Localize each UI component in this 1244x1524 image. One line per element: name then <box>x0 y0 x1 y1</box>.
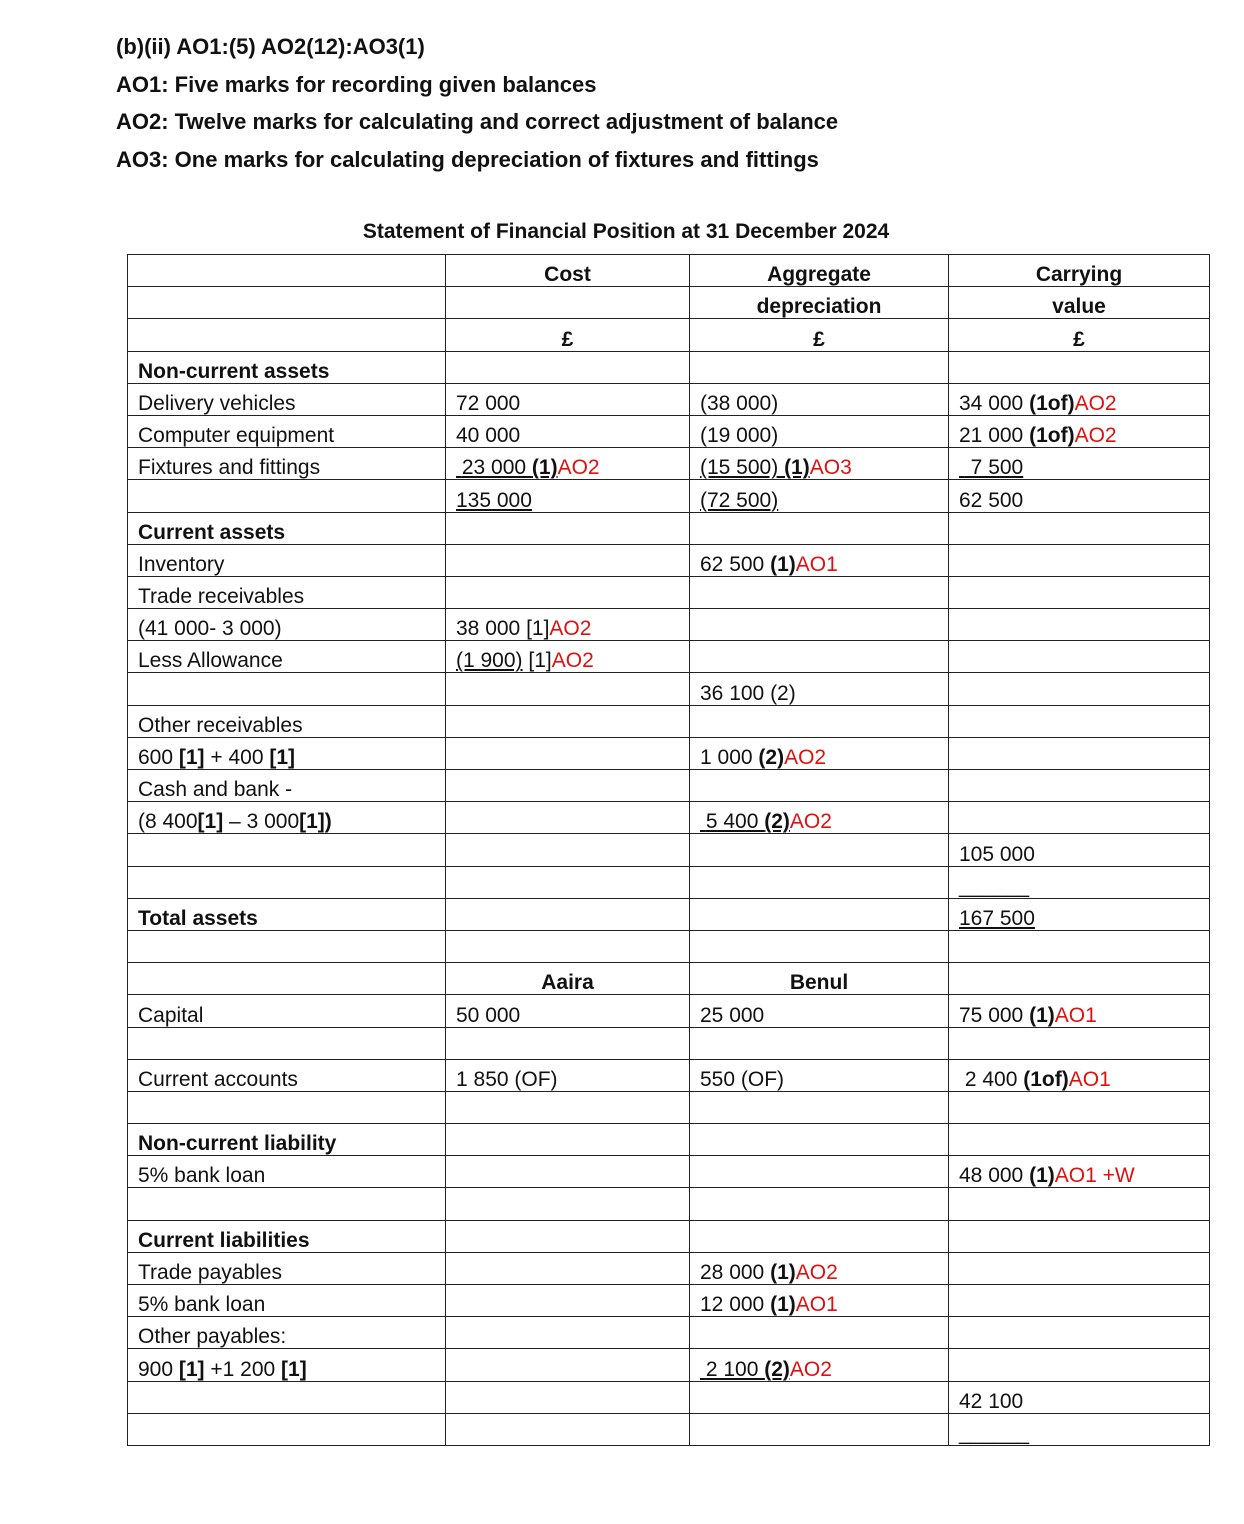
header-row-2 <box>128 287 1210 319</box>
capital-label: Capital <box>128 995 446 1027</box>
carrying-currency: £ <box>949 319 1210 351</box>
partner-aaira-header: Aaira <box>446 963 690 995</box>
header-line-2: AO1: Five marks for recording given balances <box>116 71 597 97</box>
table-row <box>128 448 1210 480</box>
table-row <box>128 1381 1210 1413</box>
current-liabilities-heading: Current liabilities <box>128 1220 446 1252</box>
capital-aaira: 50 000 <box>446 995 690 1027</box>
table-row <box>128 1285 1210 1317</box>
table-row <box>128 512 1210 544</box>
current-assets-rule: ______ <box>949 866 1210 898</box>
other-receivables-label: Other receivables <box>128 705 446 737</box>
table-row <box>128 1349 1210 1381</box>
ncl-bank-loan-label: 5% bank loan <box>128 1156 446 1188</box>
depreciation-column-header-line1: Aggregate <box>690 255 949 287</box>
delivery-vehicles-carrying-value: 34 000 (1of)AO2 <box>949 383 1210 415</box>
trade-receivables-value: 38 000 [1]AO2 <box>446 609 690 641</box>
table-row <box>128 576 1210 608</box>
capital-benul: 25 000 <box>690 995 949 1027</box>
nca-total-depreciation: (72 500) <box>690 480 949 512</box>
table-row <box>128 1124 1210 1156</box>
header-line-4: AO3: One marks for calculating depreciation of fixtures and fittings <box>116 146 819 172</box>
nca-total-cost: 135 000 <box>446 480 690 512</box>
depreciation-column-header-line2: depreciation <box>690 287 949 319</box>
table-row <box>128 609 1210 641</box>
computer-equipment-label: Computer equipment <box>128 415 446 447</box>
table-row <box>128 737 1210 769</box>
allowance-label: Less Allowance <box>128 641 446 673</box>
table-row <box>128 1091 1210 1123</box>
mark-scheme-header <box>116 28 838 178</box>
cost-column-header: Cost <box>446 255 690 287</box>
trade-receivables-label: Trade receivables <box>128 576 446 608</box>
computer-equipment-carrying-value: 21 000 (1of)AO2 <box>949 415 1210 447</box>
non-current-assets-heading: Non-current assets <box>128 351 446 383</box>
net-trade-receivables: 36 100 (2) <box>690 673 949 705</box>
capital-total: 75 000 (1)AO1 <box>949 995 1210 1027</box>
delivery-vehicles-label: Delivery vehicles <box>128 383 446 415</box>
fixtures-fittings-label: Fixtures and fittings <box>128 448 446 480</box>
allowance-value: (1 900) [1]AO2 <box>446 641 690 673</box>
cost-currency: £ <box>446 319 690 351</box>
financial-position-table <box>127 254 1210 1446</box>
cash-bank-label: Cash and bank - <box>128 770 446 802</box>
partner-benul-header: Benul <box>690 963 949 995</box>
non-current-liability-heading: Non-current liability <box>128 1124 446 1156</box>
table-row <box>128 415 1210 447</box>
inventory-label: Inventory <box>128 544 446 576</box>
current-accounts-aaira: 1 850 (OF) <box>446 1059 690 1091</box>
cash-bank-value: 5 400 (2)AO2 <box>690 802 949 834</box>
table-row <box>128 1027 1210 1059</box>
carrying-column-header-line1: Carrying <box>949 255 1210 287</box>
cl-bank-loan-label: 5% bank loan <box>128 1285 446 1317</box>
table-row <box>128 351 1210 383</box>
carrying-column-header-line2: value <box>949 287 1210 319</box>
header-line-1: (b)(ii) AO1:(5) AO2(12):AO3(1) <box>116 34 425 59</box>
ncl-bank-loan-value: 48 000 (1)AO1 +W <box>949 1156 1210 1188</box>
table-row <box>128 834 1210 866</box>
table-row <box>128 1220 1210 1252</box>
other-receivables-calc: 600 [1] + 400 [1] <box>128 737 446 769</box>
table-row <box>128 1252 1210 1284</box>
inventory-value: 62 500 (1)AO1 <box>690 544 949 576</box>
trade-payables-value: 28 000 (1)AO2 <box>690 1252 949 1284</box>
table-row <box>128 480 1210 512</box>
table-row <box>128 802 1210 834</box>
current-accounts-label: Current accounts <box>128 1059 446 1091</box>
total-assets-label: Total assets <box>128 898 446 930</box>
table-row <box>128 1413 1210 1445</box>
total-assets-value: 167 500 <box>949 898 1210 930</box>
cl-bank-loan-value: 12 000 (1)AO1 <box>690 1285 949 1317</box>
delivery-vehicles-depreciation: (38 000) <box>690 383 949 415</box>
depreciation-currency: £ <box>690 319 949 351</box>
statement-title: Statement of Financial Position at 31 December 2024 <box>362 220 890 243</box>
computer-equipment-cost: 40 000 <box>446 415 690 447</box>
table-row <box>128 1156 1210 1188</box>
nca-total-carrying-value: 62 500 <box>949 480 1210 512</box>
current-accounts-benul: 550 (OF) <box>690 1059 949 1091</box>
header-line-3: AO2: Twelve marks for calculating and correct adjustment of balance <box>116 109 839 134</box>
partners-header-row <box>128 963 1210 995</box>
table-row <box>128 898 1210 930</box>
currency-row <box>128 319 1210 351</box>
table-row <box>128 866 1210 898</box>
table-row <box>128 930 1210 962</box>
table-row <box>128 641 1210 673</box>
table-row <box>128 1188 1210 1220</box>
fixtures-fittings-depreciation: (15 500) (1)AO3 <box>690 448 949 480</box>
trade-payables-label: Trade payables <box>128 1252 446 1284</box>
other-receivables-value: 1 000 (2)AO2 <box>690 737 949 769</box>
current-accounts-total: 2 400 (1of)AO1 <box>949 1059 1210 1091</box>
cash-bank-calc: (8 400[1] – 3 000[1]) <box>128 802 446 834</box>
table-row <box>128 383 1210 415</box>
current-liabilities-rule: ______ <box>949 1413 1210 1445</box>
table-row <box>128 1317 1210 1349</box>
fixtures-fittings-carrying-value: 7 500 <box>949 448 1210 480</box>
current-assets-heading: Current assets <box>128 512 446 544</box>
trade-receivables-calc: (41 000- 3 000) <box>128 609 446 641</box>
table-row <box>128 995 1210 1027</box>
header-row-1 <box>128 255 1210 287</box>
fixtures-fittings-cost: 23 000 (1)AO2 <box>446 448 690 480</box>
computer-equipment-depreciation: (19 000) <box>690 415 949 447</box>
current-liabilities-total: 42 100 <box>949 1381 1210 1413</box>
other-payables-label: Other payables: <box>128 1317 446 1349</box>
current-assets-total: 105 000 <box>949 834 1210 866</box>
other-payables-value: 2 100 (2)AO2 <box>690 1349 949 1381</box>
table-row <box>128 673 1210 705</box>
table-row <box>128 544 1210 576</box>
table-row <box>128 1059 1210 1091</box>
table-row <box>128 705 1210 737</box>
delivery-vehicles-cost: 72 000 <box>446 383 690 415</box>
table-row <box>128 770 1210 802</box>
other-payables-calc: 900 [1] +1 200 [1] <box>128 1349 446 1381</box>
